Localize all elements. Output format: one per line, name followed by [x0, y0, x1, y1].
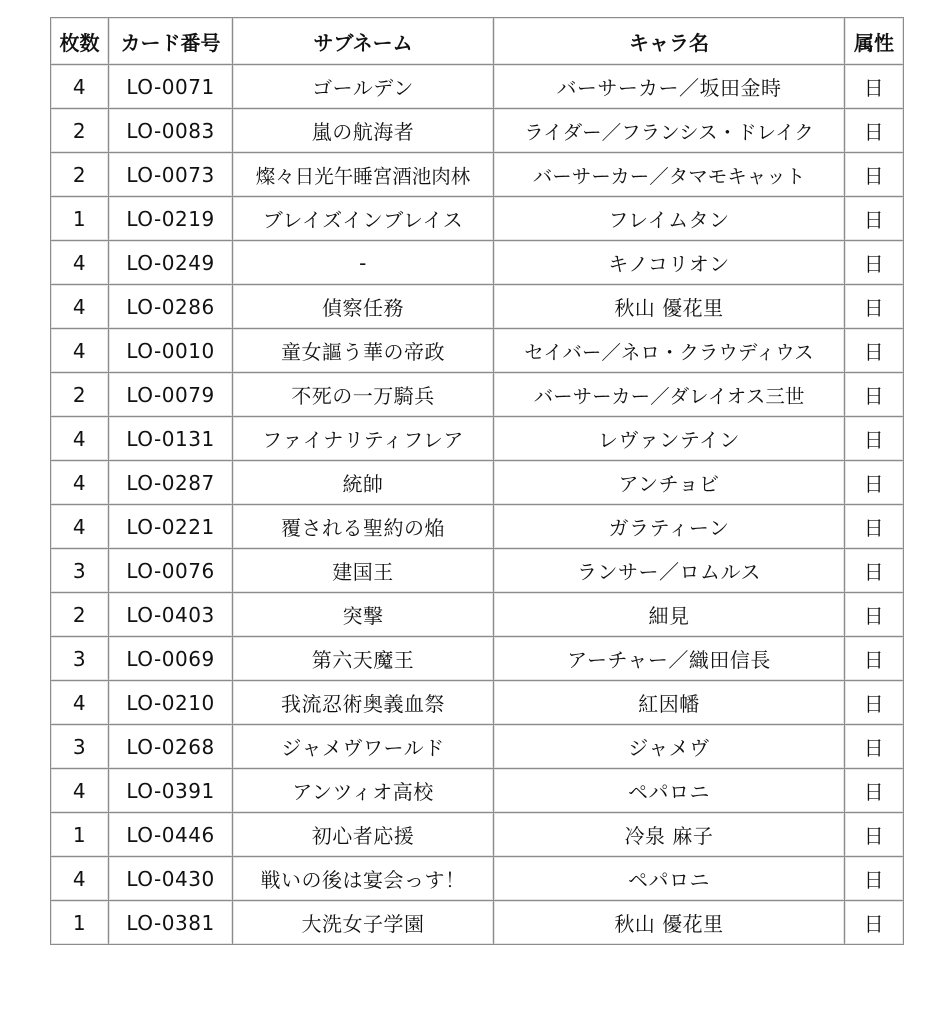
cell-attribute: 日: [845, 109, 904, 153]
table-row: [51, 241, 904, 285]
cell-card-number: LO-0219: [109, 197, 233, 241]
cell-count: 1: [51, 901, 109, 945]
cell-count: 2: [51, 109, 109, 153]
table-row: [51, 857, 904, 901]
cell-subname: 童女謳う華の帝政: [233, 329, 494, 373]
cell-card-number: LO-0268: [109, 725, 233, 769]
cell-card-number: LO-0083: [109, 109, 233, 153]
cell-subname: 我流忍術奥義血祭: [233, 681, 494, 725]
cell-count: 4: [51, 769, 109, 813]
cell-card-number: LO-0391: [109, 769, 233, 813]
cell-count: 4: [51, 241, 109, 285]
cell-attribute: 日: [845, 813, 904, 857]
table-row: [51, 901, 904, 945]
header-attribute: 属性: [845, 18, 904, 65]
table-row: [51, 593, 904, 637]
cell-attribute: 日: [845, 725, 904, 769]
cell-attribute: 日: [845, 329, 904, 373]
table-row: [51, 153, 904, 197]
cell-character: ジャメヴ: [494, 725, 845, 769]
cell-attribute: 日: [845, 549, 904, 593]
table-row: [51, 373, 904, 417]
cell-count: 4: [51, 461, 109, 505]
cell-count: 2: [51, 153, 109, 197]
cell-subname: 大洗女子学園: [233, 901, 494, 945]
cell-character: 秋山 優花里: [494, 901, 845, 945]
cell-character: アーチャー／織田信長: [494, 637, 845, 681]
cell-attribute: 日: [845, 769, 904, 813]
table-row: [51, 813, 904, 857]
cell-subname: 戦いの後は宴会っす！: [233, 857, 494, 901]
cell-attribute: 日: [845, 505, 904, 549]
cell-attribute: 日: [845, 857, 904, 901]
cell-subname: 第六天魔王: [233, 637, 494, 681]
cell-card-number: LO-0073: [109, 153, 233, 197]
cell-subname: 嵐の航海者: [233, 109, 494, 153]
cell-character: セイバー／ネロ・クラウディウス: [494, 329, 845, 373]
cell-attribute: 日: [845, 637, 904, 681]
cell-count: 2: [51, 373, 109, 417]
cell-count: 2: [51, 593, 109, 637]
table-row: [51, 769, 904, 813]
cell-subname: ジャメヴワールド: [233, 725, 494, 769]
table-row: [51, 417, 904, 461]
cell-count: 3: [51, 725, 109, 769]
cell-attribute: 日: [845, 417, 904, 461]
cell-attribute: 日: [845, 285, 904, 329]
cell-subname: 燦々日光午睡宮酒池肉林: [233, 153, 494, 197]
cell-card-number: LO-0131: [109, 417, 233, 461]
cell-subname: ファイナリティフレア: [233, 417, 494, 461]
table-row: [51, 505, 904, 549]
cell-character: 細見: [494, 593, 845, 637]
cell-count: 4: [51, 857, 109, 901]
table-row: [51, 725, 904, 769]
table-header: [51, 18, 904, 65]
cell-attribute: 日: [845, 241, 904, 285]
cell-subname: 建国王: [233, 549, 494, 593]
cell-character: バーサーカー／タマモキャット: [494, 153, 845, 197]
cell-card-number: LO-0286: [109, 285, 233, 329]
cell-character: アンチョビ: [494, 461, 845, 505]
cell-card-number: LO-0076: [109, 549, 233, 593]
cell-character: ペパロニ: [494, 769, 845, 813]
cell-subname: 不死の一万騎兵: [233, 373, 494, 417]
table-row: [51, 285, 904, 329]
cell-character: バーサーカー／坂田金時: [494, 65, 845, 109]
cell-card-number: LO-0446: [109, 813, 233, 857]
cell-card-number: LO-0403: [109, 593, 233, 637]
cell-attribute: 日: [845, 153, 904, 197]
cell-card-number: LO-0069: [109, 637, 233, 681]
cell-count: 4: [51, 329, 109, 373]
cell-character: バーサーカー／ダレイオス三世: [494, 373, 845, 417]
cell-count: 4: [51, 681, 109, 725]
cell-card-number: LO-0071: [109, 65, 233, 109]
cell-character: キノコリオン: [494, 241, 845, 285]
cell-attribute: 日: [845, 901, 904, 945]
cell-character: フレイムタン: [494, 197, 845, 241]
deck-list-table: [50, 17, 904, 945]
cell-card-number: LO-0010: [109, 329, 233, 373]
cell-attribute: 日: [845, 197, 904, 241]
table-row: [51, 681, 904, 725]
cell-attribute: 日: [845, 461, 904, 505]
cell-card-number: LO-0381: [109, 901, 233, 945]
cell-count: 4: [51, 505, 109, 549]
cell-subname: -: [233, 241, 494, 285]
cell-character: ランサー／ロムルス: [494, 549, 845, 593]
cell-subname: 初心者応援: [233, 813, 494, 857]
cell-character: ペパロニ: [494, 857, 845, 901]
table-row: [51, 197, 904, 241]
table-row: [51, 109, 904, 153]
header-count: 枚数: [51, 18, 109, 65]
cell-character: レヴァンテイン: [494, 417, 845, 461]
cell-count: 1: [51, 197, 109, 241]
cell-character: 冷泉 麻子: [494, 813, 845, 857]
cell-subname: 偵察任務: [233, 285, 494, 329]
cell-attribute: 日: [845, 681, 904, 725]
table-row: [51, 329, 904, 373]
cell-attribute: 日: [845, 65, 904, 109]
cell-subname: ブレイズインブレイス: [233, 197, 494, 241]
cell-card-number: LO-0249: [109, 241, 233, 285]
header-row: [51, 18, 904, 65]
cell-attribute: 日: [845, 593, 904, 637]
cell-subname: ゴールデン: [233, 65, 494, 109]
cell-card-number: LO-0430: [109, 857, 233, 901]
header-card-number: カード番号: [109, 18, 233, 65]
cell-count: 3: [51, 637, 109, 681]
cell-card-number: LO-0287: [109, 461, 233, 505]
cell-subname: アンツィオ高校: [233, 769, 494, 813]
cell-count: 3: [51, 549, 109, 593]
header-character: キャラ名: [494, 18, 845, 65]
cell-card-number: LO-0079: [109, 373, 233, 417]
table-row: [51, 637, 904, 681]
cell-subname: 統帥: [233, 461, 494, 505]
cell-character: ライダー／フランシス・ドレイク: [494, 109, 845, 153]
cell-card-number: LO-0210: [109, 681, 233, 725]
header-subname: サブネーム: [233, 18, 494, 65]
table-row: [51, 461, 904, 505]
cell-count: 1: [51, 813, 109, 857]
cell-character: ガラティーン: [494, 505, 845, 549]
table-row: [51, 549, 904, 593]
cell-count: 4: [51, 285, 109, 329]
cell-count: 4: [51, 417, 109, 461]
cell-attribute: 日: [845, 373, 904, 417]
cell-character: 秋山 優花里: [494, 285, 845, 329]
cell-subname: 突撃: [233, 593, 494, 637]
table-body: [51, 65, 904, 945]
cell-character: 紅因幡: [494, 681, 845, 725]
cell-count: 4: [51, 65, 109, 109]
table-row: [51, 65, 904, 109]
cell-subname: 覆される聖約の焔: [233, 505, 494, 549]
cell-card-number: LO-0221: [109, 505, 233, 549]
